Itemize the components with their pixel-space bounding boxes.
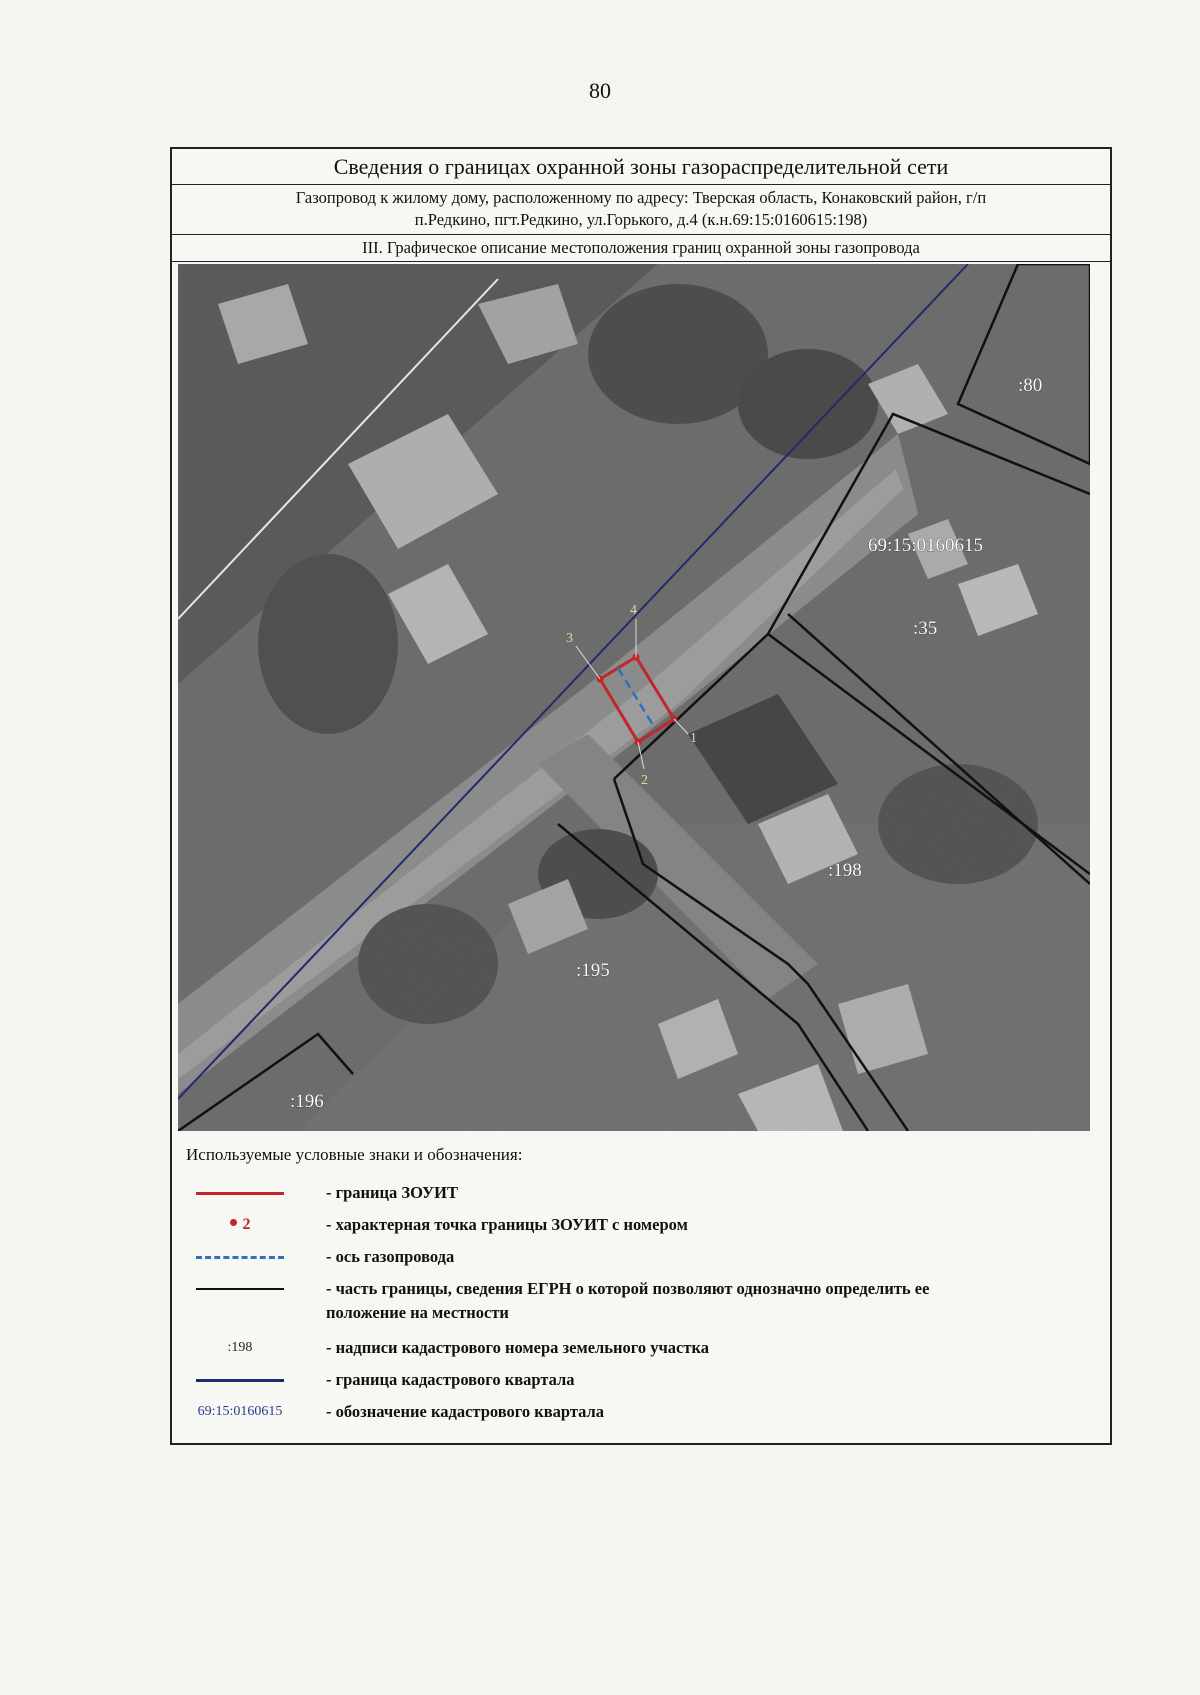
cad-label-195: :195 xyxy=(576,960,610,981)
point-label-3: 3 xyxy=(566,631,573,646)
legend-text: - обозначение кадастрового квартала xyxy=(326,1402,605,1421)
document-title: Сведения о границах охранной зоны газораспределительной сети xyxy=(172,149,1110,185)
cad-label-35: :35 xyxy=(913,618,938,639)
red-point-icon xyxy=(230,1219,237,1226)
legend-text xyxy=(326,1277,1086,1325)
legend-symbol-blue-dashed xyxy=(178,1245,302,1269)
point-label-2: 2 xyxy=(641,773,648,788)
cad-label-196: :196 xyxy=(290,1091,324,1112)
object-description xyxy=(172,185,1110,235)
object-description-line2: п.Редкино, пгт.Редкино, ул.Горького, д.4 (к.н.69:15:0160615:198) xyxy=(414,210,868,229)
legend-text-line1: - часть границы, сведения ЕГРН о которой позволяют однозначно определить ее xyxy=(326,1279,930,1298)
legend-symbol-black-line xyxy=(178,1277,302,1301)
legend-symbol-red-line xyxy=(178,1181,302,1205)
map-svg xyxy=(178,264,1090,1131)
legend-text: - характерная точка границы ЗОУИТ с номером xyxy=(326,1215,688,1234)
point-number: 2 xyxy=(242,1216,251,1233)
legend-title: Используемые условные знаки и обозначения: xyxy=(186,1145,523,1164)
legend-text: - надписи кадастрового номера земельного участка xyxy=(326,1338,709,1357)
legend-symbol-navy-line xyxy=(178,1368,302,1392)
cad-label-80: :80 xyxy=(1018,375,1043,396)
aerial-map[interactable] xyxy=(178,264,1090,1131)
legend-text-line2: положение на местности xyxy=(326,1303,509,1322)
kvartal-label: 69:15:0160615 xyxy=(868,535,984,556)
section-heading: III. Графическое описание местоположения границ охранной зоны газопровода xyxy=(172,235,1110,262)
point-label-1: 1 xyxy=(690,731,697,746)
kvartal-label-sample: 69:15:0160615 xyxy=(197,1404,283,1419)
legend-text: - граница кадастрового квартала xyxy=(326,1370,575,1389)
cad-number-sample: :198 xyxy=(227,1340,253,1355)
document-frame xyxy=(170,147,1112,1445)
legend-text: - граница ЗОУИТ xyxy=(326,1183,458,1202)
legend-text: - ось газопровода xyxy=(326,1247,455,1266)
legend-symbol-kvartal-label xyxy=(178,1400,302,1424)
cad-label-198: :198 xyxy=(828,860,862,881)
page-number: 80 xyxy=(589,78,611,103)
legend-symbol-red-point xyxy=(178,1213,302,1237)
legend-symbol-cad-number xyxy=(178,1336,302,1360)
object-description-line1: Газопровод к жилому дому, расположенному по адресу: Тверская область, Конаковский район, г/п xyxy=(295,188,987,207)
photo-grain xyxy=(178,264,1090,1131)
point-label-4: 4 xyxy=(630,603,637,618)
